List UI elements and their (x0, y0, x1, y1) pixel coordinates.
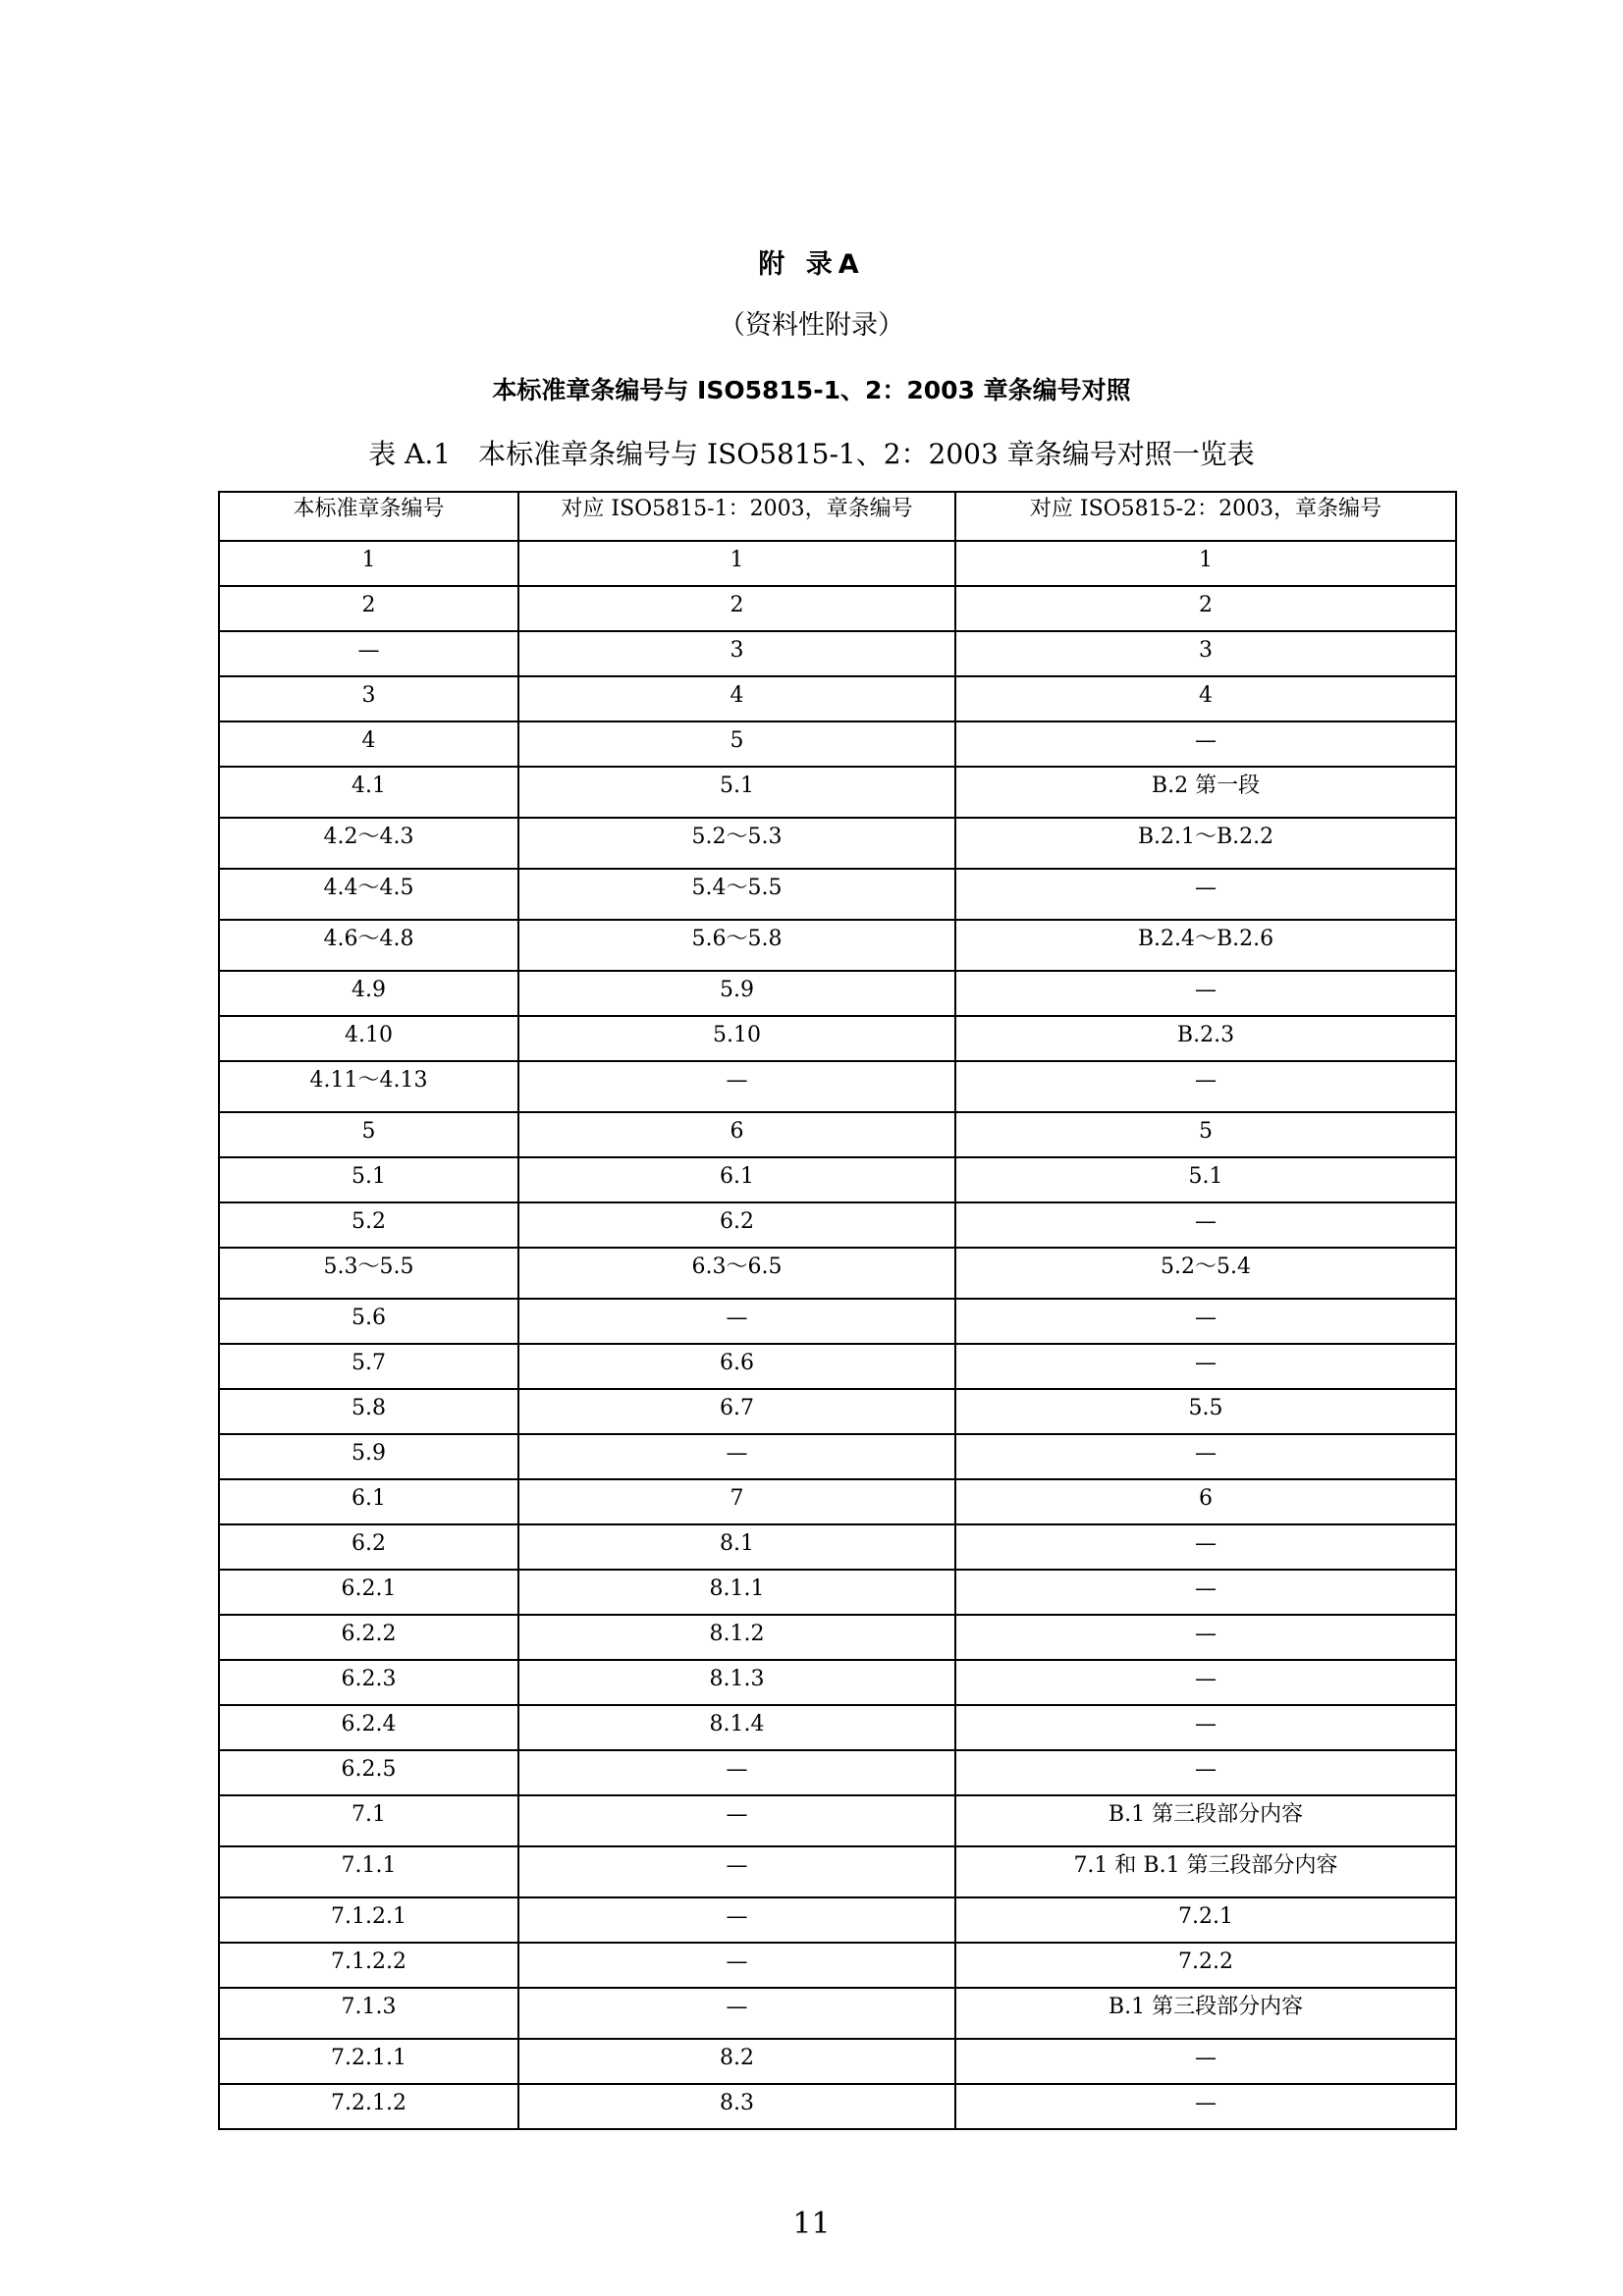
cell-iso5815-2: — (955, 1434, 1456, 1479)
table-row (219, 1846, 1456, 1897)
table-row (219, 1248, 1456, 1299)
header-iso5815-2: 对应 ISO5815-2：2003，章条编号 (955, 492, 1456, 541)
cell-iso5815-1: 6 (518, 1112, 955, 1157)
cell-iso5815-1: — (518, 1299, 955, 1344)
cell-this-standard: 6.2.4 (219, 1705, 518, 1750)
table-caption: 表 A.1 本标准章条编号与 ISO5815-1、2：2003 章条编号对照一览表 (368, 438, 1255, 470)
cell-this-standard: 2 (219, 586, 518, 631)
cell-this-standard: 7.2.1.2 (219, 2084, 518, 2129)
cell-this-standard: 5.8 (219, 1389, 518, 1434)
cell-iso5815-1: 7 (518, 1479, 955, 1524)
table-row (219, 1434, 1456, 1479)
header-iso5815-1: 对应 ISO5815-1：2003，章条编号 (518, 492, 955, 541)
table-row (219, 676, 1456, 721)
cell-iso5815-2: — (955, 1061, 1456, 1112)
cell-this-standard: — (219, 631, 518, 676)
cell-iso5815-1: 8.1 (518, 1524, 955, 1570)
cell-iso5815-1: 6.3～6.5 (518, 1248, 955, 1299)
page-number: 11 (792, 2207, 831, 2241)
table-row (219, 1660, 1456, 1705)
cell-iso5815-2: B.2 第一段 (955, 767, 1456, 818)
cell-this-standard: 6.2.2 (219, 1615, 518, 1660)
cell-iso5815-2: — (955, 1344, 1456, 1389)
table-row (219, 541, 1456, 586)
cell-iso5815-1: — (518, 1795, 955, 1846)
cell-iso5815-1: 5.2～5.3 (518, 818, 955, 869)
cell-this-standard: 3 (219, 676, 518, 721)
cell-iso5815-2: 6 (955, 1479, 1456, 1524)
cell-iso5815-2: 7.2.2 (955, 1943, 1456, 1988)
cell-iso5815-2: — (955, 1750, 1456, 1795)
cell-iso5815-1: — (518, 1061, 955, 1112)
cell-iso5815-2: — (955, 1524, 1456, 1570)
cell-iso5815-2: — (955, 1615, 1456, 1660)
table-header-row (219, 492, 1456, 541)
cell-iso5815-2: — (955, 1660, 1456, 1705)
cell-iso5815-1: 8.3 (518, 2084, 955, 2129)
cell-iso5815-1: 5.9 (518, 971, 955, 1016)
cell-this-standard: 4.9 (219, 971, 518, 1016)
cell-this-standard: 4.11～4.13 (219, 1061, 518, 1112)
cell-iso5815-2: B.2.3 (955, 1016, 1456, 1061)
table-row (219, 1389, 1456, 1434)
cell-this-standard: 6.1 (219, 1479, 518, 1524)
cell-iso5815-1: 2 (518, 586, 955, 631)
cell-iso5815-1: 8.1.1 (518, 1570, 955, 1615)
table-row (219, 920, 1456, 971)
table-row (219, 1157, 1456, 1202)
table-row (219, 971, 1456, 1016)
cell-this-standard: 7.1.3 (219, 1988, 518, 2039)
cell-this-standard: 4 (219, 721, 518, 767)
cell-this-standard: 4.2～4.3 (219, 818, 518, 869)
cell-this-standard: 5.1 (219, 1157, 518, 1202)
cell-this-standard: 5.2 (219, 1202, 518, 1248)
cell-this-standard: 6.2.3 (219, 1660, 518, 1705)
table-row (219, 1897, 1456, 1943)
cell-this-standard: 4.1 (219, 767, 518, 818)
cell-this-standard: 5.7 (219, 1344, 518, 1389)
cell-iso5815-1: 4 (518, 676, 955, 721)
cell-iso5815-1: 8.1.3 (518, 1660, 955, 1705)
table-row (219, 1479, 1456, 1524)
table-row (219, 818, 1456, 869)
cell-iso5815-1: — (518, 1988, 955, 2039)
table-row (219, 1943, 1456, 1988)
cell-iso5815-2: 3 (955, 631, 1456, 676)
cell-iso5815-2: — (955, 1570, 1456, 1615)
cell-iso5815-2: — (955, 2039, 1456, 2084)
table-row (219, 1061, 1456, 1112)
cell-this-standard: 4.6～4.8 (219, 920, 518, 971)
table-row (219, 2084, 1456, 2129)
table-row (219, 2039, 1456, 2084)
cell-iso5815-2: 5.1 (955, 1157, 1456, 1202)
cell-iso5815-1: 5.1 (518, 767, 955, 818)
table-row (219, 1705, 1456, 1750)
table-row (219, 721, 1456, 767)
table-row (219, 1016, 1456, 1061)
cell-iso5815-1: 3 (518, 631, 955, 676)
table-row (219, 1795, 1456, 1846)
cell-iso5815-2: — (955, 869, 1456, 920)
cell-iso5815-2: 5 (955, 1112, 1456, 1157)
cell-iso5815-1: — (518, 1897, 955, 1943)
annex-title: 附 录A (758, 249, 865, 280)
cell-iso5815-2: B.2.4～B.2.6 (955, 920, 1456, 971)
cell-iso5815-1: — (518, 1846, 955, 1897)
cell-iso5815-2: — (955, 2084, 1456, 2129)
cell-iso5815-1: 6.7 (518, 1389, 955, 1434)
cell-iso5815-2: — (955, 1202, 1456, 1248)
cell-this-standard: 4.4～4.5 (219, 869, 518, 920)
cell-this-standard: 5.6 (219, 1299, 518, 1344)
cell-this-standard: 6.2.1 (219, 1570, 518, 1615)
table-row (219, 1299, 1456, 1344)
cell-iso5815-2: 5.2～5.4 (955, 1248, 1456, 1299)
cell-iso5815-2: — (955, 971, 1456, 1016)
clause-mapping-table (218, 491, 1457, 2130)
cell-this-standard: 6.2.5 (219, 1750, 518, 1795)
cell-this-standard: 1 (219, 541, 518, 586)
cell-iso5815-1: 1 (518, 541, 955, 586)
cell-this-standard: 7.1.2.2 (219, 1943, 518, 1988)
table-row (219, 869, 1456, 920)
cell-this-standard: 7.2.1.1 (219, 2039, 518, 2084)
cell-iso5815-2: B.2.1～B.2.2 (955, 818, 1456, 869)
cell-this-standard: 5 (219, 1112, 518, 1157)
cell-this-standard: 5.9 (219, 1434, 518, 1479)
table-row (219, 1524, 1456, 1570)
cell-this-standard: 5.3～5.5 (219, 1248, 518, 1299)
cell-iso5815-1: — (518, 1434, 955, 1479)
cell-iso5815-1: 8.1.4 (518, 1705, 955, 1750)
cell-iso5815-1: 8.2 (518, 2039, 955, 2084)
cell-iso5815-1: 5.10 (518, 1016, 955, 1061)
table-body (219, 541, 1456, 2129)
table-row (219, 1570, 1456, 1615)
cell-iso5815-1: 5.4～5.5 (518, 869, 955, 920)
table-row (219, 767, 1456, 818)
cell-this-standard: 6.2 (219, 1524, 518, 1570)
cell-iso5815-2: 5.5 (955, 1389, 1456, 1434)
cell-iso5815-1: 5.6～5.8 (518, 920, 955, 971)
cell-this-standard: 7.1 (219, 1795, 518, 1846)
header-this-standard: 本标准章条编号 (219, 492, 518, 541)
cell-iso5815-1: 5 (518, 721, 955, 767)
cell-iso5815-2: 1 (955, 541, 1456, 586)
cell-iso5815-2: 2 (955, 586, 1456, 631)
cell-iso5815-2: B.1 第三段部分内容 (955, 1795, 1456, 1846)
cell-iso5815-1: 6.6 (518, 1344, 955, 1389)
cell-this-standard: 7.1.1 (219, 1846, 518, 1897)
cell-iso5815-2: — (955, 721, 1456, 767)
cell-iso5815-2: — (955, 1299, 1456, 1344)
cell-iso5815-2: — (955, 1705, 1456, 1750)
annex-type: （资料性附录） (719, 310, 904, 341)
cell-iso5815-2: B.1 第三段部分内容 (955, 1988, 1456, 2039)
cell-iso5815-1: 8.1.2 (518, 1615, 955, 1660)
cell-iso5815-2: 7.2.1 (955, 1897, 1456, 1943)
table-row (219, 1112, 1456, 1157)
table-row (219, 1344, 1456, 1389)
cell-iso5815-1: — (518, 1943, 955, 1988)
cell-iso5815-1: 6.2 (518, 1202, 955, 1248)
cell-this-standard: 4.10 (219, 1016, 518, 1061)
table-row (219, 1750, 1456, 1795)
table-row (219, 586, 1456, 631)
table-row (219, 1202, 1456, 1248)
table-row (219, 631, 1456, 676)
cell-iso5815-2: 4 (955, 676, 1456, 721)
cell-iso5815-1: — (518, 1750, 955, 1795)
table-row (219, 1615, 1456, 1660)
cell-iso5815-2: 7.1 和 B.1 第三段部分内容 (955, 1846, 1456, 1897)
table-row (219, 1988, 1456, 2039)
document-heading: 本标准章条编号与 ISO5815-1、2：2003 章条编号对照 (492, 376, 1131, 404)
cell-this-standard: 7.1.2.1 (219, 1897, 518, 1943)
cell-iso5815-1: 6.1 (518, 1157, 955, 1202)
